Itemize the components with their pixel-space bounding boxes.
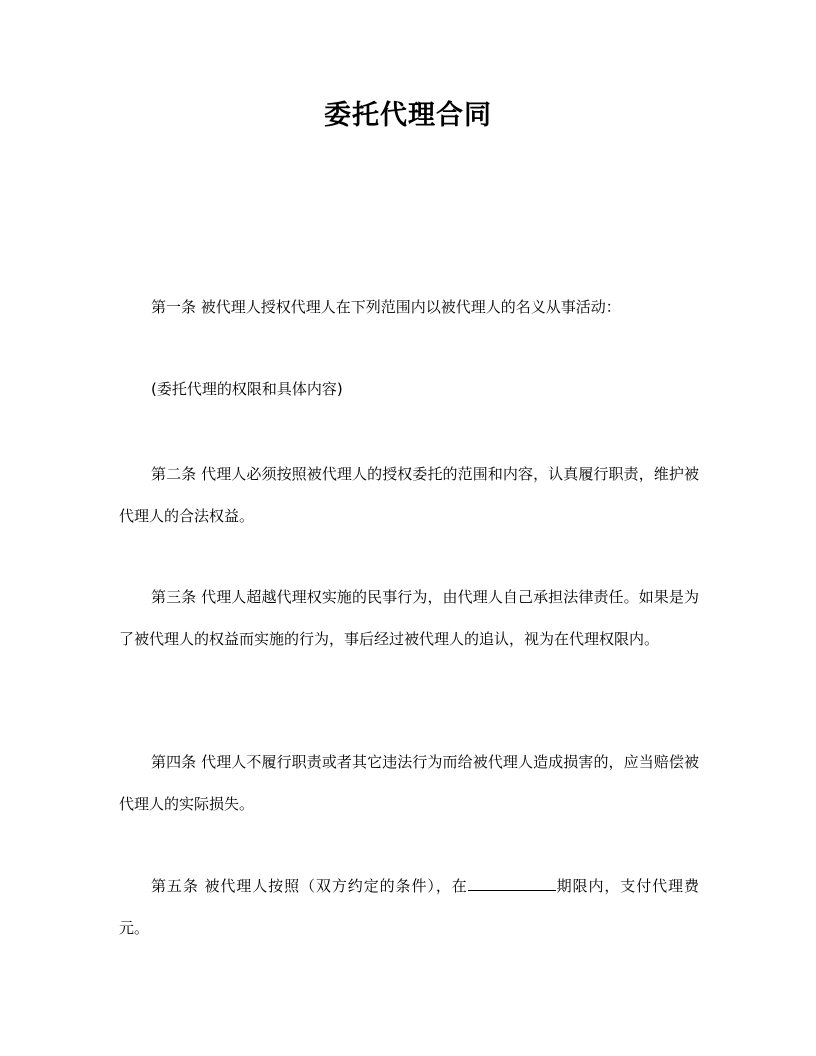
article-1: 第一条 被代理人授权代理人在下列范围内以被代理人的名义从事活动： [151, 298, 621, 316]
article-1-scope-placeholder: (委托代理的权限和具体内容) [151, 380, 343, 398]
fill-in-blank-line [468, 876, 556, 891]
article-5-text-before: 第五条 被代理人按照（双方约定的条件），在 [151, 877, 468, 895]
article-2: 第二条 代理人必须按照被代理人的授权委托的范围和内容，认真履行职责，维护被代理人的合法权益。 [119, 465, 699, 525]
article-3: 第三条 代理人超越代理权实施的民事行为，由代理人自己承担法律责任。如果是为了被代理人的权益而实施的行为，事后经过被代理人的追认，视为在代理权限内。 [119, 588, 699, 648]
article-4: 第四条 代理人不履行职责或者其它违法行为而给被代理人造成损害的，应当赔偿被代理人的实际损失。 [119, 753, 699, 813]
article-5 [119, 865, 699, 949]
document-title: 委托代理合同 [324, 100, 492, 131]
article-5-text-after: 期限内，支付代理费元。 [119, 877, 699, 937]
